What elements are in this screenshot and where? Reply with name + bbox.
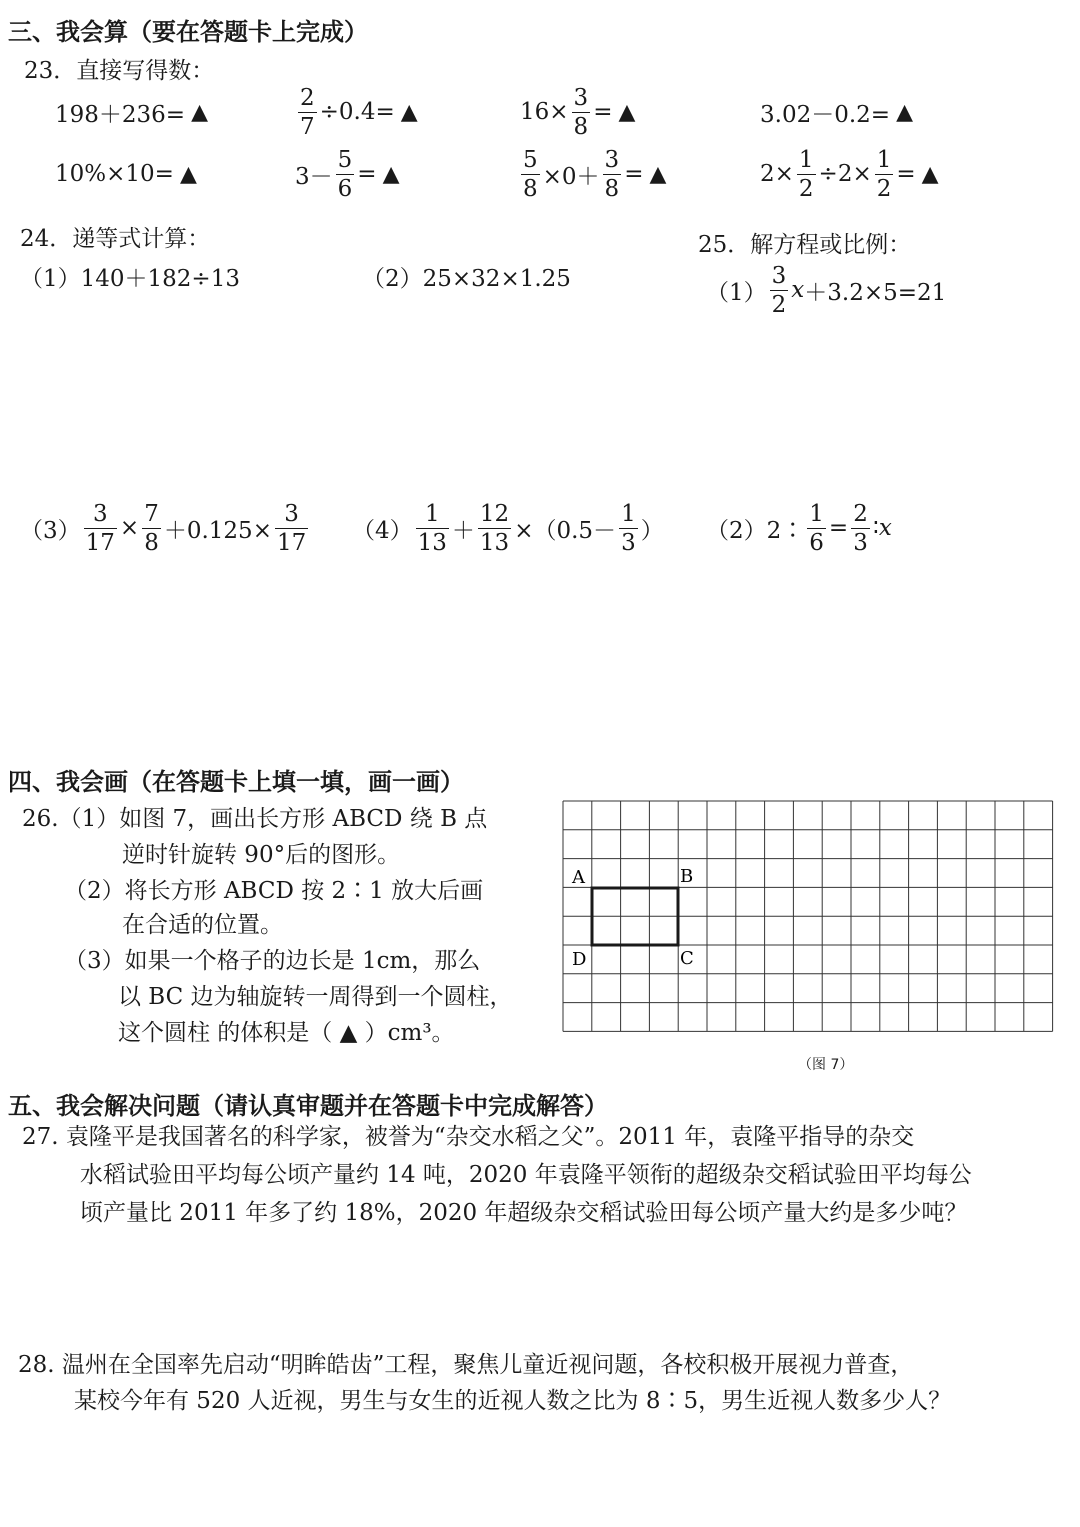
q24-part-3 [20, 496, 311, 560]
expr-text: ＋ [451, 517, 475, 544]
fraction: 1 2 [876, 146, 892, 202]
q26-line-3: （2）将长方形 ABCD 按 2∶1 放大后画 [64, 878, 484, 904]
expr-text: 3－ [295, 163, 333, 190]
q23-item-e [55, 142, 197, 206]
section-5-title: 五、我会解决问题（请认真审题并在答题卡中完成解答） [8, 1092, 608, 1120]
section-4-title: 四、我会画（在答题卡上填一填，画一画） [8, 768, 464, 796]
q23-item-g [518, 142, 666, 206]
variable-x: x [878, 515, 892, 541]
label-d: D [572, 949, 587, 970]
part-label: （3） [20, 517, 81, 544]
q27-line-1: 27. 袁隆平是我国著名的科学家，被誉为“杂交水稻之父”。2011 年，袁隆平指导的杂交 [22, 1124, 915, 1150]
fraction: 3 17 [276, 500, 307, 556]
expr-text: × [119, 515, 140, 541]
expr-text: = [896, 161, 916, 187]
label-c: C [680, 948, 694, 969]
part-label: （1） [706, 279, 767, 306]
q24-title: 24．递等式计算： [20, 226, 211, 252]
expr-text: 16× [520, 99, 569, 125]
fraction: 12 13 [479, 500, 510, 556]
q24-part-1: （1）140＋182÷13 [20, 266, 240, 292]
figure-caption: （图 7） [798, 1057, 854, 1073]
q23-item-c [520, 80, 635, 144]
label-a: A [572, 867, 585, 888]
q26-line-7: 这个圆柱 的体积是（ ▲ ）cm³。 [118, 1020, 455, 1046]
q27-line-2: 水稻试验田平均每公顷产量约 14 吨，2020 年袁隆平领衔的超级杂交稻试验田平均每公 [80, 1162, 972, 1188]
q26-line-6: 以 BC 边为轴旋转一周得到一个圆柱， [118, 984, 513, 1010]
expr-text: = [593, 99, 613, 125]
triangle-icon: ▲ [896, 99, 913, 125]
q28-line-2: 某校今年有 520 人近视，男生与女生的近视人数之比为 8∶5，男生近视人数多少人？ [74, 1388, 952, 1414]
triangle-icon: ▲ [921, 161, 939, 187]
q26-line-4: 在合适的位置。 [122, 912, 283, 938]
expr-text: ÷0.4= [319, 99, 395, 125]
fraction: 1 3 [621, 500, 636, 556]
expr-text: ×（0.5－ [514, 517, 617, 544]
q23-item-f [295, 142, 399, 206]
expr-text: 3.02－0.2= [760, 101, 891, 128]
expr-text: ＋0.125× [163, 517, 272, 544]
q24-part-2: （2）25×32×1.25 [362, 266, 571, 292]
triangle-icon: ▲ [179, 161, 197, 187]
fraction: 1 2 [798, 146, 814, 202]
q23-item-a [55, 80, 208, 144]
expr-text: = [624, 161, 644, 187]
grid-figure-7 [550, 790, 1070, 1050]
q24-part-4 [352, 496, 664, 560]
q27-line-3: 顷产量比 2011 年多了约 18%，2020 年超级杂交稻试验田每公顷产量大约是多少吨？ [80, 1200, 968, 1226]
part-label: （2）2∶ [706, 517, 805, 544]
expr-text: 198＋236= [55, 101, 186, 128]
q25-part-2 [706, 496, 892, 560]
triangle-icon: ▲ [618, 99, 636, 125]
q26-line-2: 逆时针旋转 90°后的图形。 [122, 842, 401, 868]
q23-item-b [295, 80, 418, 144]
triangle-icon: ▲ [382, 161, 400, 187]
grid-lines [563, 801, 1053, 1031]
q25-part-1 [706, 258, 946, 322]
q23-item-d [760, 80, 913, 144]
expr-text: = [357, 161, 377, 187]
expr-text: ＋3.2×5=21 [804, 279, 947, 306]
expr-text: ×0＋ [542, 163, 600, 190]
fraction: 3 8 [573, 84, 589, 140]
triangle-icon: ▲ [649, 161, 667, 187]
expr-text: 2× [760, 161, 794, 187]
triangle-icon: ▲ [191, 99, 208, 125]
q25-title: 25．解方程或比例： [698, 232, 912, 258]
q26-line-5: （3）如果一个格子的边长是 1cm，那么 [64, 948, 481, 974]
fraction: 1 13 [417, 500, 447, 556]
section-3-title: 三、我会算（要在答题卡上完成） [8, 18, 368, 46]
q23-title: 23．直接写得数： [24, 58, 215, 84]
q28-line-1: 28. 温州在全国率先启动“明眸皓齿”工程，聚焦儿童近视问题，各校积极开展视力普查， [18, 1352, 914, 1378]
fraction: 2 3 [853, 500, 868, 556]
fraction: 5 6 [337, 146, 353, 202]
expr-text: ∶ [872, 515, 879, 541]
fraction: 1 6 [809, 500, 824, 556]
expr-text: ÷2× [818, 161, 872, 187]
fraction: 3 8 [604, 146, 620, 202]
triangle-icon: ▲ [400, 99, 418, 125]
q26-line-1: 26.（1）如图 7，画出长方形 ABCD 绕 B 点 [22, 806, 488, 832]
triangle-icon: ▲ [339, 1020, 358, 1046]
fraction: 5 8 [523, 146, 538, 202]
label-b: B [680, 866, 694, 887]
q23-item-h [760, 142, 939, 206]
fraction: 3 17 [85, 500, 115, 556]
expr-text: 10%×10= [55, 161, 174, 187]
variable-x: x [791, 277, 805, 303]
expr-text: = [828, 515, 849, 541]
fraction: 2 7 [300, 84, 315, 140]
fraction: 3 2 [771, 262, 787, 318]
part-label: （4） [352, 517, 413, 544]
fraction: 7 8 [144, 500, 159, 556]
expr-text: ） [640, 517, 664, 544]
